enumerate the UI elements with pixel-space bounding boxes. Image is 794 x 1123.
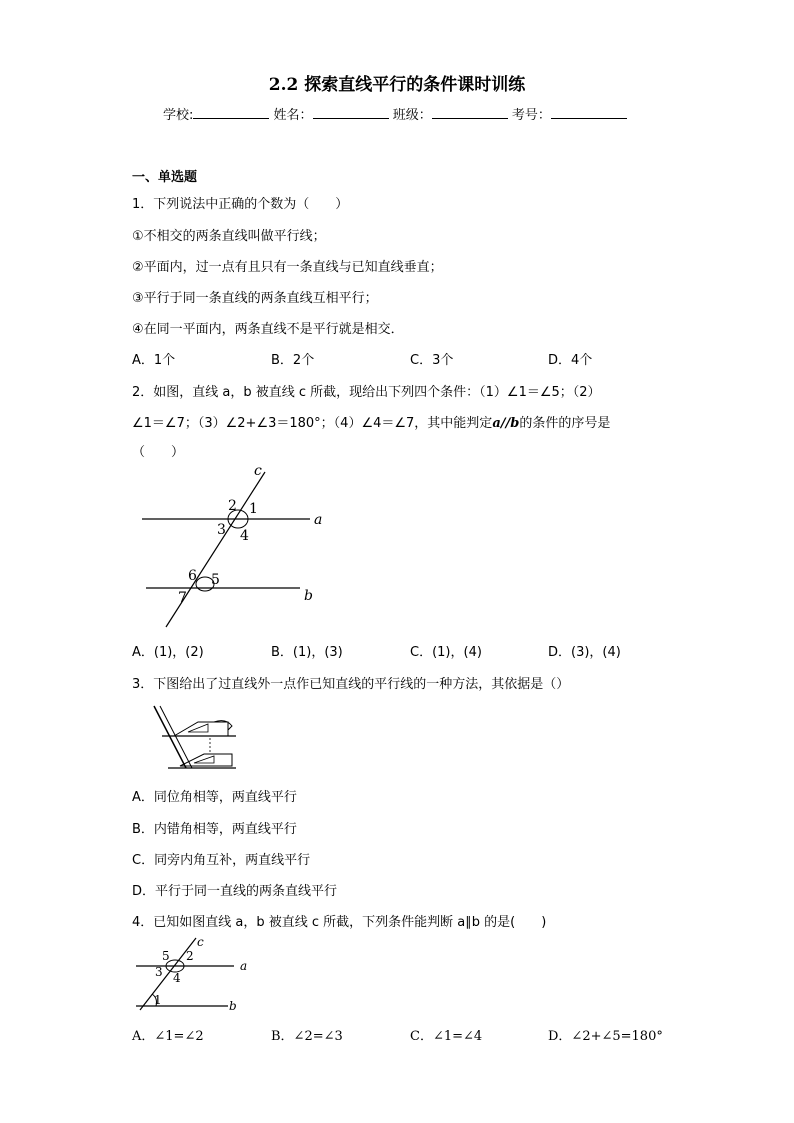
class-blank (432, 106, 508, 119)
angle-label-5: 5 (211, 572, 220, 588)
q4-figure (134, 934, 254, 1014)
q2-option-c[interactable]: C．(1)，(4) (410, 645, 482, 660)
q1-option-c[interactable]: C．3个 (410, 353, 454, 368)
label-b: b (229, 999, 237, 1013)
q3-option-b[interactable]: B．内错角相等，两直线平行 (132, 822, 297, 837)
name-blank (313, 106, 389, 119)
label-b: b (304, 588, 313, 604)
q4-stem: 4．已知如图直线 a，b 被直线 c 所截，下列条件能判断 a∥b 的是( ) (132, 915, 547, 930)
ruler-edge (160, 706, 192, 768)
angle-label-5: 5 (162, 949, 170, 963)
label-a: a (240, 959, 248, 973)
q2-stem-line2 (132, 412, 610, 431)
q2-figure (138, 462, 338, 632)
angle-label-1: 1 (154, 993, 162, 1007)
q1-option-d[interactable]: D．4个 (548, 353, 593, 368)
label-c: c (254, 463, 262, 479)
angle-label-7: 7 (178, 590, 187, 606)
label-a: a (314, 512, 323, 528)
angle-label-1: 1 (249, 501, 258, 517)
label-c: c (197, 935, 204, 949)
q2-stem-line1: 2．如图，直线 a，b 被直线 c 所截，现给出下列四个条件：（1）∠1＝∠5；（2） (132, 385, 601, 400)
q3-option-a[interactable]: A．同位角相等，两直线平行 (132, 790, 297, 805)
class-label: 班级： (392, 108, 432, 123)
q4-option-c[interactable]: C．∠1=∠4 (410, 1029, 483, 1044)
angle-label-4: 4 (240, 528, 249, 544)
triangle-ruler-inner (188, 724, 208, 732)
q4-option-b[interactable]: B．∠2=∠3 (271, 1029, 343, 1044)
q2-stem-text: 的条件的序号是 (519, 416, 611, 431)
q4-option-a[interactable]: A．∠1=∠2 (132, 1029, 204, 1044)
q1-item: ①不相交的两条直线叫做平行线； (132, 229, 326, 244)
angle-label-3: 3 (217, 522, 226, 538)
q1-item: ③平行于同一条直线的两条直线互相平行； (132, 291, 378, 306)
q1-option-b[interactable]: B．2个 (271, 353, 315, 368)
angle-label-2: 2 (228, 498, 237, 514)
q2-stem-math: a//b (492, 416, 520, 431)
school-label: 学校: (163, 108, 194, 123)
student-info-row (163, 104, 627, 123)
q3-option-c[interactable]: C．同旁内角互补，两直线平行 (132, 853, 311, 868)
number-label: 考号： (511, 108, 551, 123)
angle-label-4: 4 (173, 971, 181, 985)
q3-figure (152, 702, 238, 772)
q2-option-a[interactable]: A．(1)，(2) (132, 645, 204, 660)
q3-option-d[interactable]: D．平行于同一直线的两条直线平行 (132, 884, 338, 899)
angle-label-6: 6 (188, 568, 197, 584)
q1-stem: 1．下列说法中正确的个数为（ ） (132, 197, 349, 212)
section-heading: 一、单选题 (132, 170, 198, 185)
q1-item: ②平面内，过一点有且只有一条直线与已知直线垂直； (132, 260, 443, 275)
q3-stem: 3．下图给出了过直线外一点作已知直线的平行线的一种方法，其依据是（） (132, 677, 570, 692)
q2-option-d[interactable]: D．(3)，(4) (548, 645, 621, 660)
number-blank (551, 106, 627, 119)
name-label: 姓名： (273, 108, 313, 123)
page-title: 2.2 探索直线平行的条件课时训练 (268, 75, 526, 95)
q2-stem-text: ∠1＝∠7；（3）∠2+∠3＝180°；（4）∠4＝∠7，其中能判定 (132, 416, 493, 431)
angle-label-2: 2 (186, 949, 194, 963)
angle-label-3: 3 (155, 965, 163, 979)
ruler-edge (154, 706, 186, 768)
q1-option-a[interactable]: A．1个 (132, 353, 176, 368)
q4-option-d[interactable]: D．∠2+∠5=180° (548, 1029, 663, 1044)
school-blank (193, 106, 269, 119)
q1-item: ④在同一平面内，两条直线不是平行就是相交． (132, 322, 404, 337)
q2-stem-line3: （ ） (132, 445, 185, 460)
q2-option-b[interactable]: B．(1)，(3) (271, 645, 343, 660)
triangle-ruler (174, 722, 228, 736)
